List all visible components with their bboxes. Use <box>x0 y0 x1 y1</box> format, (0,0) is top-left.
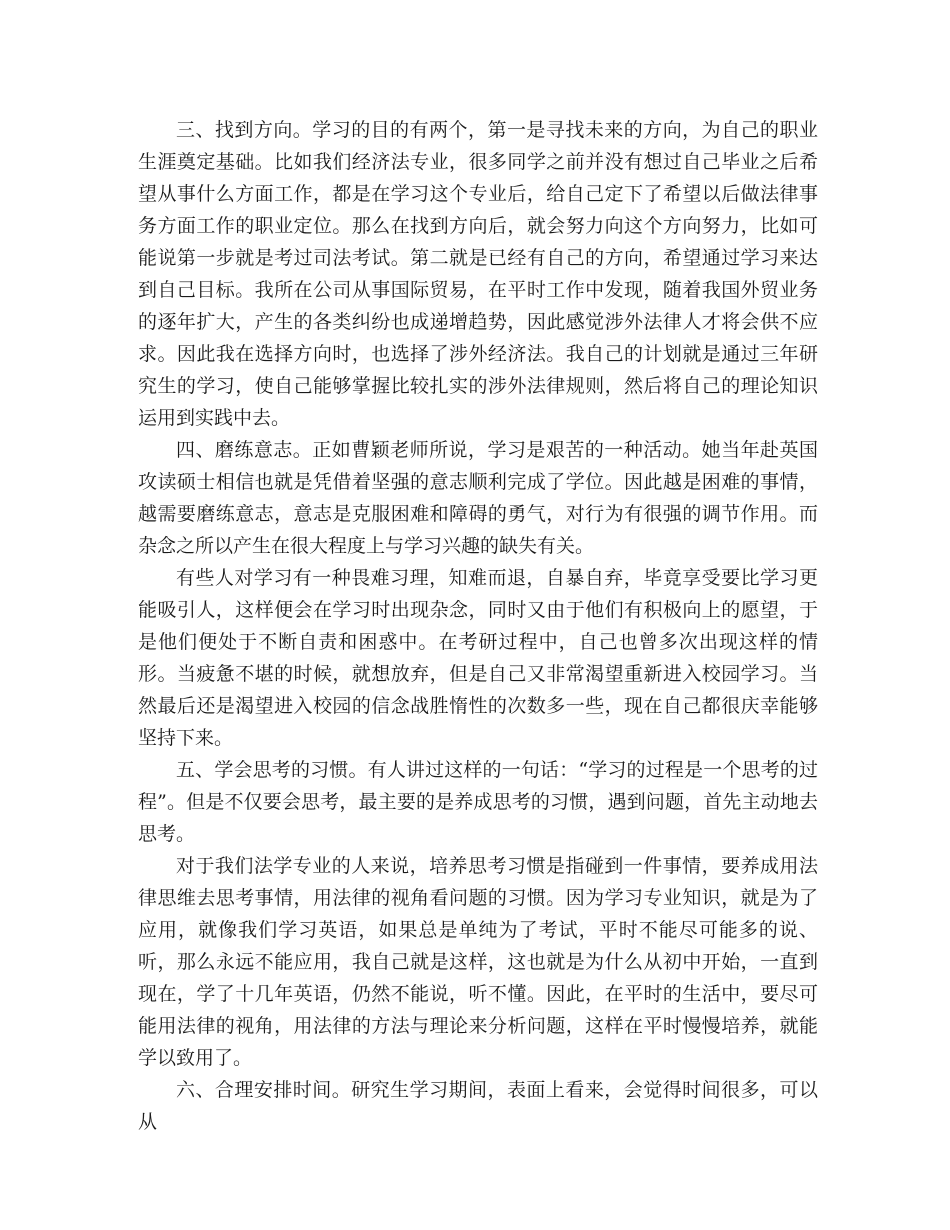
paragraph-temper-will: 四、磨练意志。正如曹颖老师所说，学习是艰苦的一种活动。她当年赴英国攻读硕士相信也就是凭借着坚强的意志顺利完成了学位。因此越是困难的事情，越需要磨练意志，意志是克服困难和障碍的勇气，对行为有很强的调节作用。而杂念之所以产生在很大程度上与学习兴趣的缺失有关。 <box>138 439 818 557</box>
paragraph-time-management: 六、合理安排时间。研究生学习期间，表面上看来，会觉得时间很多，可以从 <box>138 1079 818 1133</box>
paragraph-find-direction: 三、找到方向。学习的目的有两个，第一是寻找未来的方向，为自己的职业生涯奠定基础。比如我们经济法专业，很多同学之前并没有想过自己毕业之后希望从事什么方面工作，都是在学习这个专业后，给自己定下了希望以后做法律事务方面工作的职业定位。那么在找到方向后，就会努力向这个方向努力，比如可能说第一步就是考过司法考试。第二就是已经有自己的方向，希望通过学习来达到自己目标。我所在公司从事国际贸易，在平时工作中发现，随着我国外贸业务的逐年扩大，产生的各类纠纷也成递增趋势，因此感觉涉外法律人才将会供不应求。因此我在选择方向时，也选择了涉外经济法。我自己的计划就是通过三年研究生的学习，使自己能够掌握比较扎实的涉外法律规则，然后将自己的理论知识运用到实践中去。 <box>138 119 818 429</box>
body-text <box>138 114 818 1138</box>
paragraph-legal-thinking: 对于我们法学专业的人来说，培养思考习惯是指碰到一件事情，要养成用法律思维去思考事情，用法律的视角看问题的习惯。因为学习专业知识，就是为了应用，就像我们学习英语，如果总是单纯为了考试，平时不能尽可能多的说、听，那么永远不能应用，我自己就是这样，这也就是为什么从初中开始，一直到现在，学了十几年英语，仍然不能说，听不懂。因此，在平时的生活中，要尽可能用法律的视角，用法律的方法与理论来分析问题，这样在平时慢慢培养，就能学以致用了。 <box>138 855 818 1069</box>
paragraph-fear-of-study: 有些人对学习有一种畏难习理，知难而退，自暴自弃，毕竟享受要比学习更能吸引人，这样便会在学习时出现杂念，同时又由于他们有积极向上的愿望，于是他们便处于不断自责和困惑中。在考研过程中，自己也曾多次出现这样的情形。当疲惫不堪的时候，就想放弃，但是自己又非常渴望重新进入校园学习。当然最后还是渴望进入校园的信念战胜惰性的次数多一些，现在自己都很庆幸能够坚持下来。 <box>138 567 818 749</box>
paragraph-thinking-habit: 五、学会思考的习惯。有人讲过这样的一句话：“学习的过程是一个思考的过程”。但是不仅要会思考，最主要的是养成思考的习惯，遇到问题，首先主动地去思考。 <box>138 759 818 845</box>
